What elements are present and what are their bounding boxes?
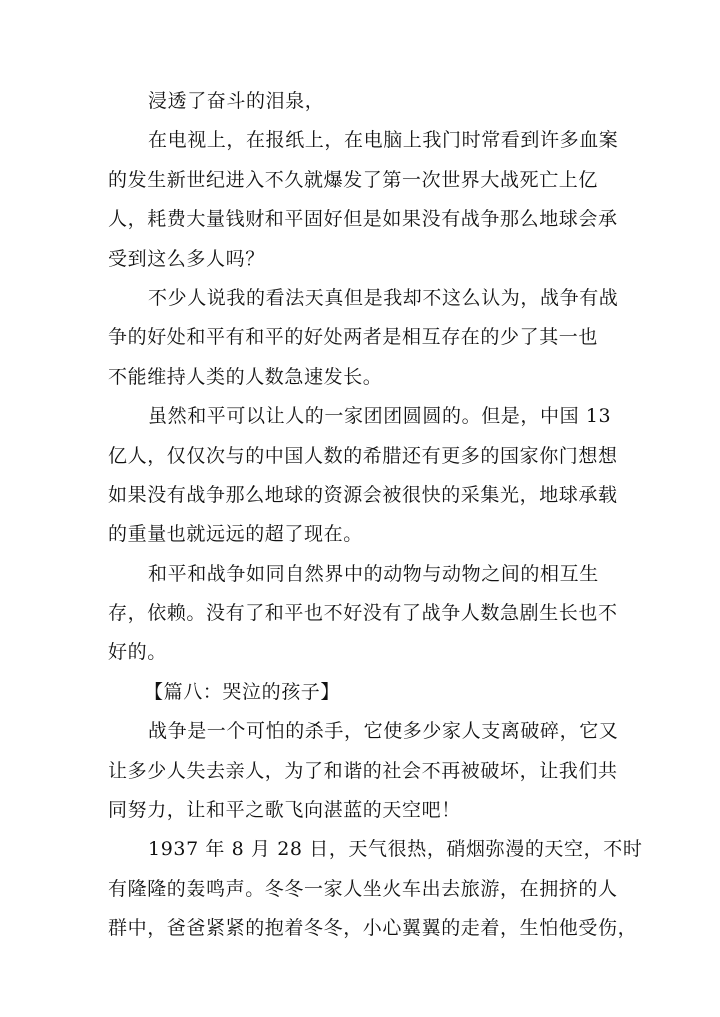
text-line: 同努力，让和平之歌飞向湛蓝的天空吧！ bbox=[108, 799, 461, 822]
text-line: 的重量也就远远的超了现在。 bbox=[108, 523, 363, 546]
text-line: 在电视上，在报纸上，在电脑上我门时常看到许多血案 bbox=[148, 129, 619, 152]
text-line: 群中，爸爸紧紧的抱着冬冬，小心翼翼的走着，生怕他受伤， bbox=[108, 917, 638, 940]
section-heading: 【篇八：哭泣的孩子】 bbox=[144, 680, 341, 703]
text-line: 战争是一个可怕的杀手，它使多少家人支离破碎，它又 bbox=[148, 720, 619, 743]
text-line: 的发生新世纪进入不久就爆发了第一次世界大战死亡上亿 bbox=[108, 168, 599, 191]
text-line: 浸透了奋斗的泪泉， bbox=[148, 90, 325, 112]
text-line: 让多少人失去亲人，为了和谐的社会不再被破坏，让我们共 bbox=[108, 759, 618, 782]
document-page bbox=[108, 82, 643, 949]
text-line: 好的。 bbox=[108, 641, 167, 664]
text-line: 受到这么多人吗？ bbox=[108, 247, 265, 270]
text-line: 不能维持人类的人数急速发长。 bbox=[108, 365, 383, 388]
text-line: 亿人，仅仅次与的中国人数的希腊还有更多的国家你门想想 bbox=[108, 444, 618, 467]
text-line: 不少人说我的看法天真但是我却不这么认为，战争有战 bbox=[148, 286, 619, 309]
text-line: 有隆隆的轰鸣声。冬冬一家人坐火车出去旅游，在拥挤的人 bbox=[108, 877, 618, 900]
text-line: 争的好处和平有和平的好处两者是相互存在的少了其一也 bbox=[108, 326, 599, 349]
text-line: 1937 年 8 月 28 日，天气很热，硝烟弥漫的天空，不时 bbox=[148, 838, 643, 861]
text-line: 如果没有战争那么地球的资源会被很快的采集光，地球承载 bbox=[108, 483, 618, 506]
text-line: 虽然和平可以让人的一家团团圆圆的。但是，中国 13 bbox=[148, 405, 612, 428]
text-line: 人，耗费大量钱财和平固好但是如果没有战争那么地球会承 bbox=[108, 208, 618, 231]
text-line: 存，依赖。没有了和平也不好没有了战争人数急剧生长也不 bbox=[108, 602, 618, 625]
text-line: 和平和战争如同自然界中的动物与动物之间的相互生 bbox=[148, 562, 599, 585]
